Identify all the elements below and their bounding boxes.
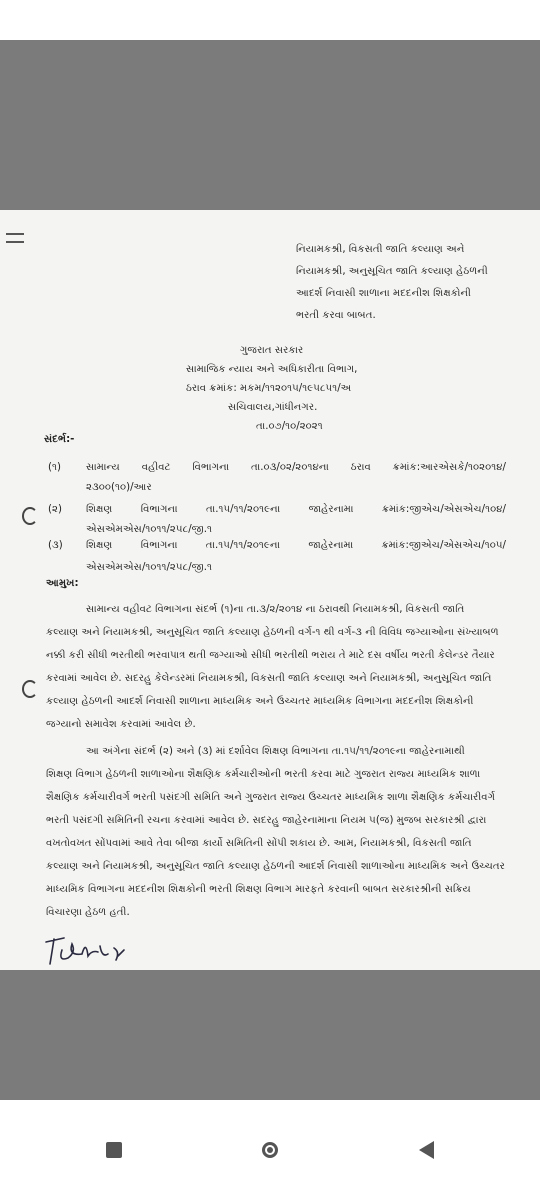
paragraph-line: શિક્ષણ વિભાગ હેઠળની શાળાઓના શૈક્ષણિક કર્મચારીઓની ભરતી કરવા માટે ગુજરાત રાજ્ય માધ્યમિક શાળા bbox=[46, 769, 481, 780]
paragraph-line: કલ્યાણ અને નિયામકશ્રી, અનુસૂચિત જાતિ કલ્યાણ હેઠળની વર્ગ-૧ થી વર્ગ-૩ ની વિવિધ જગ્યાઓના સંખ્યાબળ bbox=[46, 627, 499, 638]
paragraph-line: શૈક્ષણિક કર્મચારીવર્ગ ભરતી પસંદગી સમિતિ અને ગુજરાત રાજ્ય ઉચ્ચતર માધ્યમિક શાળા શૈક્ષણિક કર્મચારીવર્ગ bbox=[46, 792, 496, 803]
ref-line: શિક્ષણ વિભાગના તા.૧૫/૧૧/૨૦૧૯ના જાહેરનામા ક્રમાંક:જીએચ/એસએચ/૧૦૫/ bbox=[86, 540, 506, 551]
margin-mark bbox=[6, 233, 24, 235]
status-bar bbox=[0, 0, 540, 40]
paragraph-line: માધ્યમિક વિભાગના મદદનીશ શિક્ષકોની ભરતી શિક્ષણ વિભાગ મારફતે કરવાની બાબત સરકારશ્રીની સક્રિય bbox=[46, 884, 471, 895]
govt-name: ગુજરાત સરકાર bbox=[240, 345, 304, 356]
department-name: સામાજિક ન્યાય અને અધિકારીતા વિભાગ, bbox=[186, 364, 358, 375]
paragraph-line: જગ્યાનો સમાવેશ કરવામાં આવેલ છે. bbox=[46, 719, 196, 730]
margin-mark bbox=[6, 241, 24, 243]
resolution-date: તા.૦૭/૧૦/૨૦૨૧ bbox=[256, 421, 323, 432]
square-icon bbox=[106, 1142, 122, 1158]
subject-line: ભરતી કરવા બાબત. bbox=[296, 310, 376, 321]
back-triangle-icon bbox=[419, 1141, 434, 1159]
recent-apps-button[interactable] bbox=[94, 1130, 134, 1170]
paragraph-line: આ અંગેના સંદર્ભ (૨) અને (૩) માં દર્શાવેલ શિક્ષણ વિભાગના તા.૧૫/૧૧/૨૦૧૯ના જાહેરનામાથી bbox=[86, 746, 465, 757]
preamble-label: આમુખ: bbox=[46, 578, 79, 589]
subject-line: આદર્શ નિવાસી શાળાના મદદનીશ શિક્ષકોની bbox=[296, 288, 471, 299]
paragraph-line: વખતોવખત સોંપવામાં આવે તેવા બીજા કાર્યો સમિતિની સોંપી શકાય છે. આમ, નિયામકશ્રી, વિકસતી જાતિ bbox=[46, 838, 472, 849]
punch-hole-mark bbox=[22, 507, 38, 525]
ref-number: (૧) bbox=[48, 462, 61, 473]
document-page bbox=[0, 210, 540, 970]
signature-image bbox=[42, 932, 132, 970]
office-location: સચિવાલય,ગાંધીનગર. bbox=[228, 402, 318, 413]
references-label: સંદર્ભ:- bbox=[44, 434, 75, 445]
subject-line: નિયામકશ્રી, અનુસૂચિત જાતિ કલ્યાણ હેઠળની bbox=[296, 266, 488, 277]
ref-line-continuation: ૨૩૦૦(૧૦)/આર bbox=[86, 482, 152, 493]
resolution-number: ઠરાવ ક્રમાંક: મકમ/૧૧૨૦૧૫/૧૯૫૮૫૧/અ bbox=[186, 383, 352, 394]
subject-line: નિયામકશ્રી, વિકસતી જાતિ કલ્યાણ અને bbox=[296, 244, 465, 255]
punch-hole-mark bbox=[22, 680, 38, 698]
paragraph-line: સામાન્ય વહીવટ વિભાગના સંદર્ભ (૧)ના તા.૩/૨/૨૦૧૪ ના ઠરાવથી નિયામકશ્રી, વિકસતી જાતિ bbox=[86, 604, 465, 615]
back-button[interactable] bbox=[406, 1130, 446, 1170]
paragraph-line: નક્કી કરી સીધી ભરતીથી ભરવાપાત્ર થતી જગ્યાઓ સીધી ભરતીથી ભરાય તે માટે દસ વર્ષીય ભરતી કેલેન્ડર તૈયાર bbox=[46, 650, 495, 661]
paragraph-line: કરવામાં આવેલ છે. સદરહુ કેલેન્ડરમાં નિયામકશ્રી, વિકસતી જાતિ કલ્યાણ અને નિયામકશ્રી, અનુસૂચિત જાતિ bbox=[46, 673, 492, 684]
paragraph-line: કલ્યાણ હેઠળની આદર્શ નિવાસી શાળાના માધ્યમિક અને ઉચ્ચતર માધ્યમિક વિભાગના મદદનીશ શિક્ષકોની bbox=[46, 696, 474, 707]
paragraph-line: ભરતી પસંદગી સમિતિની રચના કરવામાં આવેલ છે. સદરહુ જાહેરનામાના નિયમ ૫(જ) મુજબ સરકારશ્રી દ્વારા bbox=[46, 815, 487, 826]
viewer-background-top bbox=[0, 40, 540, 210]
ref-number: (૩) bbox=[48, 540, 63, 551]
ref-line: શિક્ષણ વિભાગના તા.૧૫/૧૧/૨૦૧૯ના જાહેરનામા ક્રમાંક:જીએચ/એસએચ/૧૦૪/ bbox=[86, 504, 506, 515]
ref-number: (૨) bbox=[48, 504, 62, 515]
home-circle-icon bbox=[262, 1142, 278, 1158]
home-button[interactable] bbox=[250, 1130, 290, 1170]
ref-line-continuation: એસએમએસ/૧૦૧૧/૨૫૮/જી.૧ bbox=[86, 562, 212, 573]
ref-line: સામાન્ય વહીવટ વિભાગના તા.૦૩/૦૨/૨૦૧૪ના ઠરાવ ક્રમાંક:આરએસકે/૧૦૨૦૧૪/ bbox=[86, 462, 506, 473]
paragraph-line: વિચારણા હેઠળ હતી. bbox=[46, 907, 130, 918]
paragraph-line: કલ્યાણ અને નિયામકશ્રી, અનુસૂચિત જાતિ કલ્યાણ હેઠળની આદર્શ નિવાસી શાળાઓના માધ્યમિક અને ઉચ્ચતર bbox=[46, 861, 505, 872]
ref-line-continuation: એસએમએસ/૧૦૧૧/૨૫૮/જી.૧ bbox=[86, 524, 212, 535]
